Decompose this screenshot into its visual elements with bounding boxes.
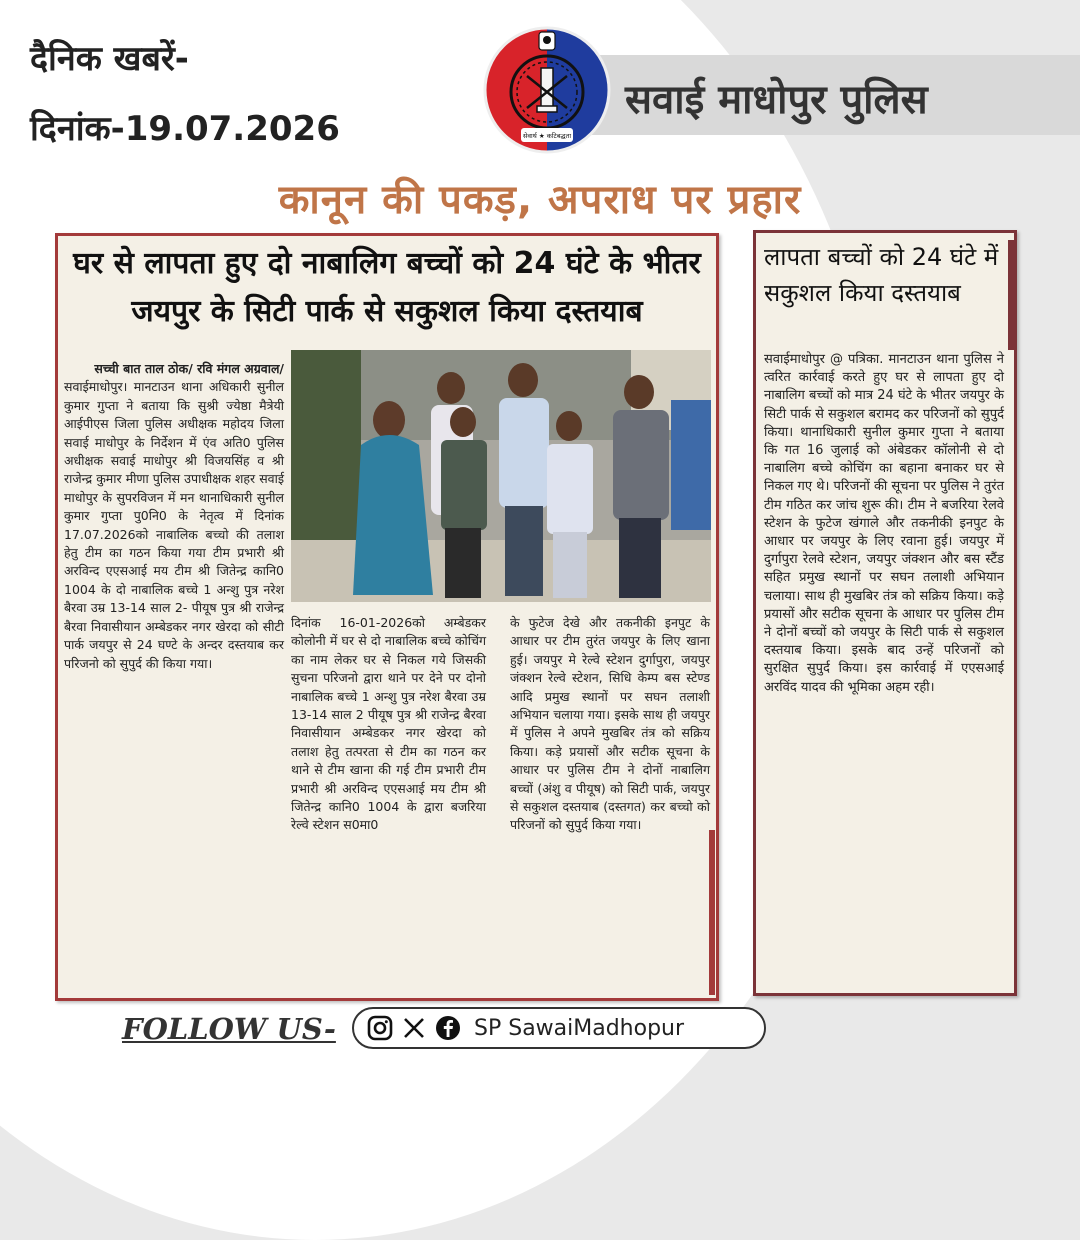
facebook-icon[interactable] [434,1014,462,1042]
article-column-1 [64,360,284,673]
slogan: कानून की पकड़, अपराध पर प्रहार [278,177,802,223]
date-line: दिनांक-19.07.2026 [30,109,340,149]
main-news-clipping [55,233,719,1001]
main-headline-line2: जयपुर के सिटी पार्क से सकुशल किया दस्तयाब [131,294,643,329]
main-headline [58,240,716,336]
group-photo-image [291,350,711,602]
main-headline-line1: घर से लापता हुए दो नाबालिग बच्चों को 24 घंटे के भीतर [73,246,701,281]
department-title: सवाई माधोपुर पुलिस [625,77,928,123]
social-handle-text[interactable]: SP SawaiMadhopur [474,1015,685,1041]
police-emblem-icon [483,26,611,154]
side-clipping-edge-accent [1008,240,1014,350]
side-news-clipping [753,230,1017,996]
emblem-motto: सेवार्थ ★ कटिबद्धता [522,132,572,140]
follow-us-label: FOLLOW US- [122,1012,336,1046]
clipping-edge-accent [709,830,715,995]
side-headline: लापता बच्चों को 24 घंटे में सकुशल किया दस्तयाब [764,243,999,307]
x-icon[interactable] [400,1014,428,1042]
news-photo [291,350,711,602]
byline: सच्ची बात ताल ठोक/ रवि मंगल अग्रवाल/ [94,361,284,376]
article-column-2: दिनांक 16-01-2026को अम्बेडकर कोलोनी में घर से दो नाबालिक बच्चे कोचिंग का नाम लेकर घर से निकल गये जिसकी सुचना परिजनो द्वारा थाने पर देने पर दोनो नाबालिक बच्चे 1 अन्शु पुत्र नरेश बैरवा उम्र 13-14 साल 2 पीयूष पुत्र श्री राजेन्द्र बैरवा निवासीयान अम्बेडकर नगर खेरदा को तलाश हेतु तत्परता से टीम का गठन कर थाने से टीम खाना की गई टीम प्रभारी टीम प्रभारी श्री अरविन्द एएसआई मय टीम श्री जितेन्द्र कानि0 1004 के द्वारा बजरिया रेल्वे स्टेशन स0मा0 [291,615,486,833]
social-handle-pill[interactable] [352,1007,766,1049]
daily-news-title: दैनिक खबरें- [30,39,189,79]
article-column-1-text: सवाईमाधोपुर। मानटाउन थाना अधिकारी सुनील कुमार गुप्ता ने बताया कि सुश्री ज्येष्ठा मैत्रेयी आईपीएस जिला पुलिस अधीक्षक महोदय जिला सवाई माधोपुर के निर्देशन में एंव अति0 पुलिस अधीक्षक सवाई माधोपुर श्री विजयसिंह व श्री राजेन्द्र कुमार मीणा पुलिस उपाधीक्षक शहर सवाई माधोपुर के सुपरविजन में मन थानाधिकारी सुनील कुमार गुप्ता पु0नि0 के नेतृत्व में दिनांक 17.07.2026को नाबालिक बच्चो की तलाश हेतु टीम का गठन किया गया टीम प्रभारी श्री अरविन्द एएसआई मय टीम श्री जितेन्द्र कानि0 1004 के दो नाबालिक बच्चे 1 अन्शु पुत्र नरेश बैरवा उम्र 13-14 साल 2- पीयूष पुत्र श्री राजेन्द्र बैरवा निवासीयान अम्बेडकर नगर खेरदा को सीटी पार्क जयपुर से 24 घण्टे के अन्दर दस्तयाब कर परिजनो को सुपुर्द की किया गया। [64,379,284,671]
side-article-text: सवाईमाधोपुर @ पत्रिका. मानटाउन थाना पुलिस ने त्वरित कार्रवाई करते हुए घर से लापता हुए दो नाबालिग बच्चों को मात्र 24 घंटे के भीतर जयपुर के सिटी पार्क से सकुशल बरामद कर परिजनों को सुपुर्द किया। थानाधिकारी सुनील कुमार गुप्ता ने बताया कि गत 16 जुलाई को अंबेडकर कॉलोनी से दो नाबालिग बच्चे कोचिंग का बहाना बनाकर घर से निकल गए थे। परिजनों की सूचना पर पुलिस ने तुरंत टीम गठित कर जांच शुरू की। टीम ने बजरिया रेलवे स्टेशन के फुटेज खंगाले और तकनीकी इनपुट के आधार पर जयपुर के लिए रवाना हुई। जयपुर में दुर्गापुरा रेलवे स्टेशन, जयपुर जंक्शन और बस स्टैंड सहित प्रमुख स्थानों पर सघन तलाशी अभियान चलाया। साथ ही मुखबिर तंत्र को सक्रिय किया। कड़े प्रयासों और सटीक सूचना के आधार पर पुलिस टीम ने दोनों बच्चों को जयपुर के सिटी पार्क से सकुशल दस्तयाब किया। इसके बाद उन्हें परिजनों को सुरक्षित सुपुर्द किया। इस कार्रवाई में एएसआई अरविंद यादव की भूमिका अहम रही। [764,352,1004,695]
instagram-icon[interactable] [366,1014,394,1042]
article-column-3: के फुटेज देखे और तकनीकी इनपुट के आधार पर टीम तुरंत जयपुर के लिए खाना हुई। जयपुर मे रेल्वे स्टेशन दुर्गापुरा, जयपुर जंक्शन रेल्वे स्टेशन, सिधि केम्प बस स्टेण्ड आदि प्रमुख स्थानों पर सघन तलाशी अभियान चलाया गया। इसके साथ ही जयपुर में पुलिस ने अपने मुखबिर तंत्र को सक्रिय किया। कड़े प्रयासों और सटीक सूचना के आधार पर पुलिस टीम ने दोनों नाबालिग बच्चों (अंशु व पीयूष) को सिटी पार्क, जयपुर से सकुशल दस्तयाब (दस्तगत) कर बच्चो को परिजनों को सुपुर्द किया गया। [510,615,710,833]
